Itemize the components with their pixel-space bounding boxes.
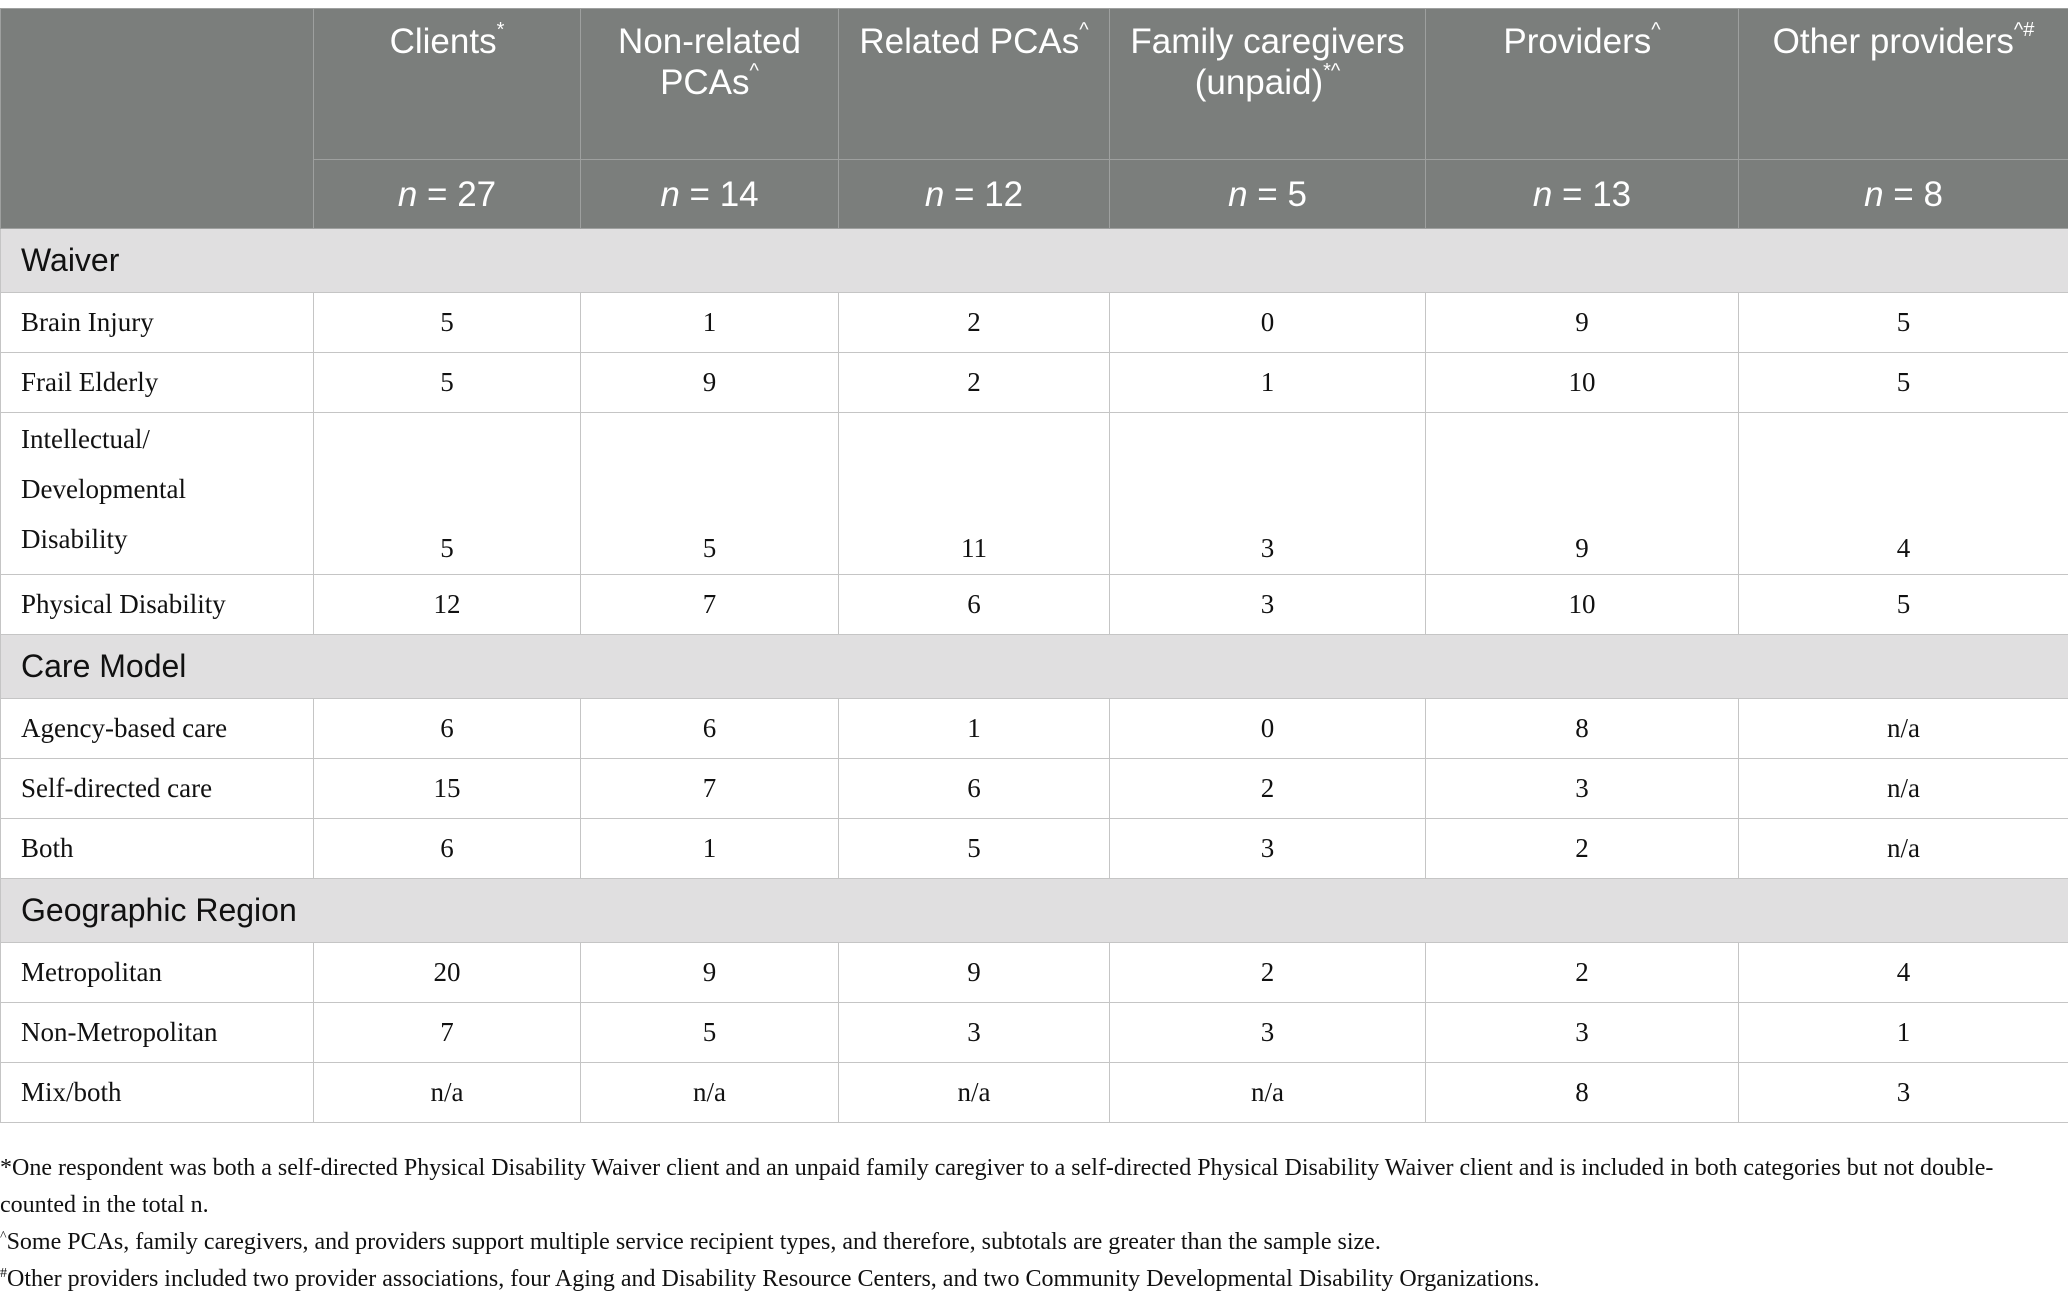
table-cell: 0: [1110, 699, 1426, 759]
column-header-providers: Providers^: [1426, 9, 1739, 160]
header-corner-cell: [1, 9, 314, 229]
table-cell: 6: [839, 759, 1110, 819]
table-cell: n/a: [1739, 759, 2068, 819]
table-cell: 5: [314, 293, 581, 353]
section-header-geographic-region: [1, 879, 2068, 943]
sample-size-family-caregivers: n = 5: [1110, 160, 1426, 229]
table-footnotes: [0, 1150, 2068, 1298]
row-label: Self-directed care: [1, 759, 314, 819]
header-row: [1, 9, 2068, 160]
table-cell: 2: [1426, 819, 1739, 879]
section-title: Care Model: [1, 635, 2068, 699]
table-cell: n/a: [839, 1063, 1110, 1123]
table-cell: 3: [1739, 1063, 2068, 1123]
table-cell: 20: [314, 943, 581, 1003]
table-cell: 1: [581, 819, 839, 879]
row-label: Non-Metropolitan: [1, 1003, 314, 1063]
sample-size-non-related-pcas: n = 14: [581, 160, 839, 229]
table-row: [1, 819, 2068, 879]
table-cell: 3: [1110, 575, 1426, 635]
table-cell: 5: [1739, 293, 2068, 353]
table-cell: 2: [1110, 759, 1426, 819]
table-cell: 10: [1426, 575, 1739, 635]
table-cell: n/a: [1739, 819, 2068, 879]
table-cell: 3: [1110, 413, 1426, 575]
table-cell: 3: [839, 1003, 1110, 1063]
section-title: Geographic Region: [1, 879, 2068, 943]
table-cell: 1: [839, 699, 1110, 759]
table-cell: 2: [1426, 943, 1739, 1003]
table-row: [1, 575, 2068, 635]
column-header-related-pcas: Related PCAs^: [839, 9, 1110, 160]
table-row: [1, 1063, 2068, 1123]
table-row: [1, 1003, 2068, 1063]
table-cell: 9: [581, 943, 839, 1003]
table-cell: 12: [314, 575, 581, 635]
table-cell: 4: [1739, 413, 2068, 575]
table-cell: 0: [1110, 293, 1426, 353]
row-label: Metropolitan: [1, 943, 314, 1003]
footnote-mark: *: [0, 1155, 12, 1181]
table-cell: n/a: [581, 1063, 839, 1123]
sample-size-providers: n = 13: [1426, 160, 1739, 229]
column-header-non-related-pcas: Non-related PCAs^: [581, 9, 839, 160]
footnote-mark: #: [0, 1266, 7, 1281]
table-cell: 1: [581, 293, 839, 353]
row-label: Frail Elderly: [1, 353, 314, 413]
table-cell: 5: [581, 413, 839, 575]
table-cell: 5: [314, 413, 581, 575]
table-cell: n/a: [314, 1063, 581, 1123]
table-cell: 6: [314, 819, 581, 879]
table-cell: 3: [1110, 819, 1426, 879]
table-cell: 3: [1110, 1003, 1426, 1063]
table-cell: 5: [581, 1003, 839, 1063]
table-cell: 2: [839, 293, 1110, 353]
table-row: [1, 353, 2068, 413]
table-cell: 6: [314, 699, 581, 759]
table-row: [1, 699, 2068, 759]
table-cell: 8: [1426, 1063, 1739, 1123]
table-cell: 7: [314, 1003, 581, 1063]
table-row: [1, 943, 2068, 1003]
table-cell: 5: [314, 353, 581, 413]
column-header-other-providers: Other providers^#: [1739, 9, 2068, 160]
footnote-mark: ^: [0, 1229, 7, 1244]
footnote-text: One respondent was both a self-directed Physical Disability Waiver client and an unpaid family caregiver to a self-directed Physical Disability Waiver client and is included in both categories but not double-counted in the total n.: [0, 1155, 1994, 1218]
table-row: [1, 293, 2068, 353]
table-cell: 1: [1739, 1003, 2068, 1063]
row-label: Both: [1, 819, 314, 879]
row-label: Mix/both: [1, 1063, 314, 1123]
table-row: [1, 759, 2068, 819]
table-cell: n/a: [1110, 1063, 1426, 1123]
column-header-clients: Clients*: [314, 9, 581, 160]
table-cell: 10: [1426, 353, 1739, 413]
table-cell: 9: [581, 353, 839, 413]
table-cell: 8: [1426, 699, 1739, 759]
sample-size-related-pcas: n = 12: [839, 160, 1110, 229]
footnote-text: Other providers included two provider associations, four Aging and Disability Resource Centers, and two Community Developmental Disability Organizations.: [7, 1266, 1540, 1292]
footnote: [0, 1150, 2068, 1224]
row-label: Physical Disability: [1, 575, 314, 635]
section-title: Waiver: [1, 229, 2068, 293]
table-cell: 2: [839, 353, 1110, 413]
section-header-waiver: [1, 229, 2068, 293]
table-cell: n/a: [1739, 699, 2068, 759]
column-header-family-caregivers: Family caregivers (unpaid)*^: [1110, 9, 1426, 160]
footnote-text: Some PCAs, family caregivers, and providers support multiple service recipient types, and therefore, subtotals are greater than the sample size.: [6, 1229, 1381, 1255]
footnote: [0, 1224, 2068, 1261]
sample-size-other-providers: n = 8: [1739, 160, 2068, 229]
table-cell: 3: [1426, 759, 1739, 819]
row-label: Brain Injury: [1, 293, 314, 353]
table-cell: 1: [1110, 353, 1426, 413]
table-cell: 9: [839, 943, 1110, 1003]
section-header-care-model: [1, 635, 2068, 699]
table-cell: 11: [839, 413, 1110, 575]
table-cell: 4: [1739, 943, 2068, 1003]
table-cell: 6: [839, 575, 1110, 635]
participant-table: [0, 8, 2068, 1123]
row-label: Intellectual/ Developmental Disability: [1, 413, 314, 575]
table-cell: 7: [581, 759, 839, 819]
table-cell: 5: [1739, 353, 2068, 413]
footnote: [0, 1261, 2068, 1298]
table-cell: 6: [581, 699, 839, 759]
table-cell: 15: [314, 759, 581, 819]
table-row: [1, 413, 2068, 575]
table-cell: 5: [839, 819, 1110, 879]
table-cell: 3: [1426, 1003, 1739, 1063]
row-label: Agency-based care: [1, 699, 314, 759]
table-cell: 2: [1110, 943, 1426, 1003]
table-cell: 9: [1426, 293, 1739, 353]
table-cell: 5: [1739, 575, 2068, 635]
sample-size-clients: n = 27: [314, 160, 581, 229]
table-cell: 9: [1426, 413, 1739, 575]
table-cell: 7: [581, 575, 839, 635]
